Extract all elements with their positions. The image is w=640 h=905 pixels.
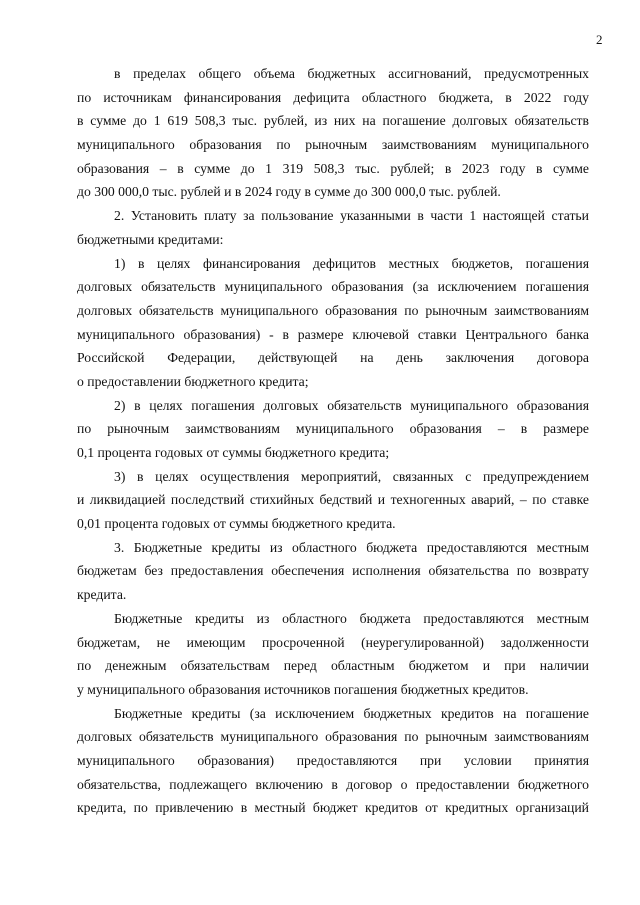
text-line: муниципального образования) предоставляются при условии принятия (77, 752, 589, 768)
paragraph (77, 62, 589, 204)
text-line: муниципального образования) - в размере ключевой ставки Центрального банка (77, 326, 589, 342)
paragraph (77, 607, 589, 702)
text-line: кредита, по привлечению в местный бюджет кредитов от кредитных организаций (77, 800, 589, 816)
text-line: до 300 000,0 тыс. рублей и в 2024 году в сумме до 300 000,0 тыс. рублей. (77, 184, 501, 200)
text-line: и ликвидацией последствий стихийных бедствий и техногенных аварий, – по ставке (77, 492, 589, 508)
text-line: 3. Бюджетные кредиты из областного бюджета предоставляются местным (114, 539, 589, 555)
text-line: 2) в целях погашения долговых обязательств муниципального образования (114, 397, 589, 413)
text-line: долговых обязательств муниципального образования по рыночным заимствованиям (77, 302, 589, 318)
text-line: 0,1 процента годовых от суммы бюджетного кредита; (77, 445, 390, 460)
text-line: 1) в целях финансирования дефицитов местных бюджетов, погашения (114, 255, 589, 271)
text-line: Бюджетные кредиты из областного бюджета предоставляются местным (114, 610, 589, 626)
text-line: кредита. (77, 587, 127, 603)
text-line: 0,01 процента годовых от суммы бюджетного кредита. (77, 516, 396, 532)
text-line: бюджетам, не имеющим просроченной (неурегулированной) задолженности (77, 634, 589, 650)
paragraph (77, 394, 589, 465)
text-line: Российской Федерации, действующей на день заключения договора (77, 350, 589, 366)
text-line: бюджетными кредитами: (77, 231, 224, 247)
text-line: муниципального образования по рыночным заимствованиям муниципального (77, 137, 589, 153)
text-line: по рыночным заимствованиям муниципального образования – в размере (77, 421, 589, 437)
text-line: у муниципального образования источников погашения бюджетных кредитов. (77, 681, 529, 697)
text-line: в пределах общего объема бюджетных ассигнований, предусмотренных (114, 66, 589, 81)
paragraph (77, 204, 589, 251)
paragraph (77, 465, 589, 536)
text-line: в сумме до 1 619 508,3 тыс. рублей, из них на погашение долговых обязательств (77, 113, 589, 129)
paragraph (77, 536, 589, 607)
text-line: долговых обязательств муниципального образования по рыночным заимствованиям (77, 729, 589, 745)
paragraph (77, 702, 589, 820)
text-line: образования – в сумме до 1 319 508,3 тыс. рублей; в 2023 году в сумме (77, 160, 589, 176)
text-line: бюджетам без предоставления обеспечения исполнения обязательства по возврату (77, 563, 589, 579)
paragraph (77, 252, 589, 394)
text-line: Бюджетные кредиты (за исключением бюджетных кредитов на погашение (114, 705, 589, 721)
page-number: 2 (596, 32, 603, 47)
text-line: долговых обязательств муниципального образования (за исключением погашения (77, 279, 589, 295)
document-body (77, 62, 589, 820)
text-line: о предоставлении бюджетного кредита; (77, 373, 309, 389)
text-line: 3) в целях осуществления мероприятий, связанных с предупреждением (114, 468, 589, 484)
text-line: по источникам финансирования дефицита областного бюджета, в 2022 году (77, 89, 589, 105)
text-line: по денежным обязательствам перед областным бюджетом и при наличии (77, 658, 589, 674)
text-line: 2. Установить плату за пользование указанными в части 1 настоящей статьи (114, 208, 589, 224)
text-line: обязательства, подлежащего включению в договор о предоставлении бюджетного (77, 776, 589, 792)
